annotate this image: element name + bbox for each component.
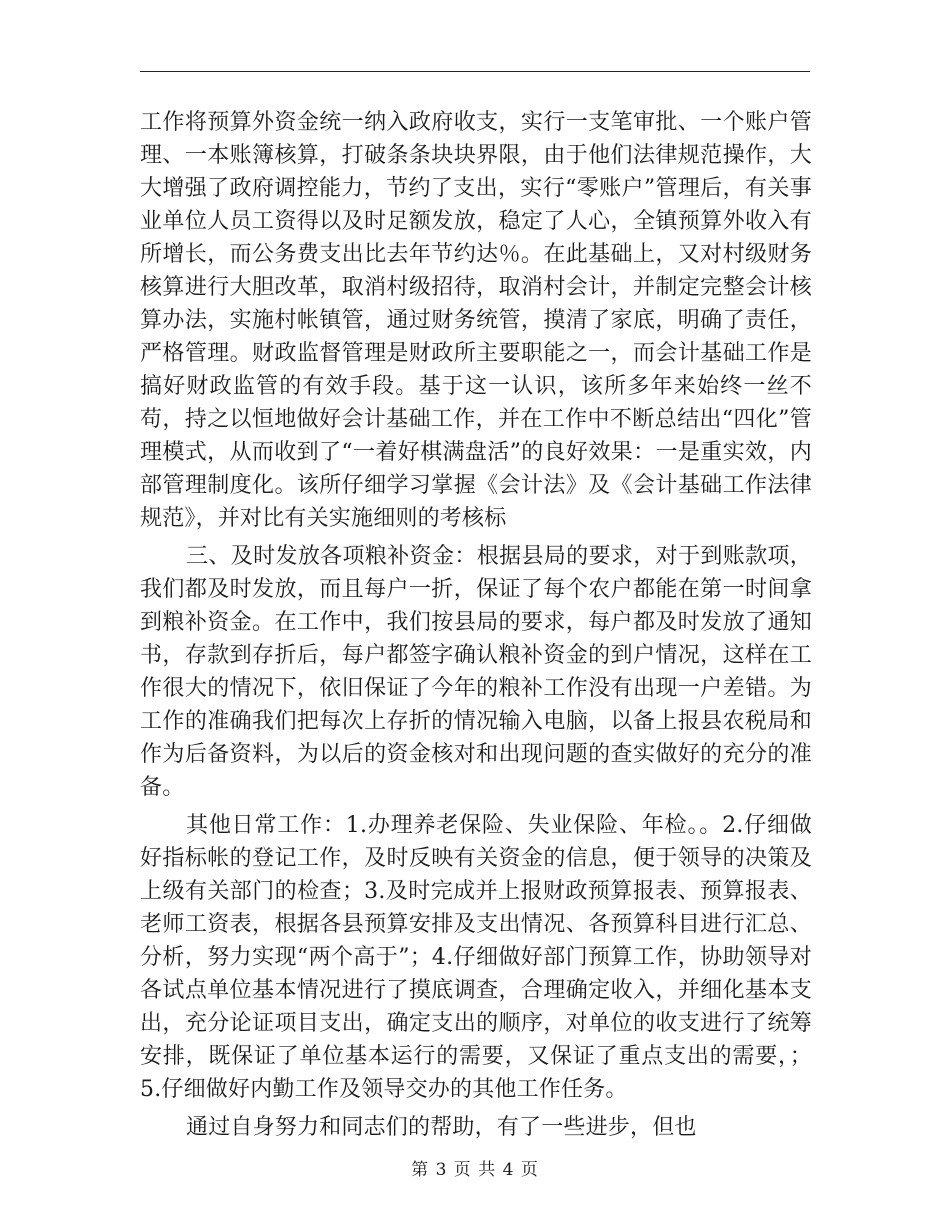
document-body — [140, 106, 812, 1144]
paragraph-2: 三、及时发放各项粮补资金：根据县局的要求，对于到账款项，我们都及时发放，而且每户一折，保证了每个农户都能在第一时间拿到粮补资金。在工作中，我们按县局的要求，每户都及时发放了通知书，存款到存折后，每户都签字确认粮补资金的到户情况，这样在工作很大的情况下，依旧保证了今年的粮补工作没有出现一户差错。为工作的准确我们把每次上存折的情况输入电脑，以备上报县农税局和作为后备资料，为以后的资金核对和出现问题的查实做好的充分的准备。 — [140, 544, 812, 800]
page-number-label: 第 3 页 共 4 页 — [411, 1160, 539, 1180]
header-rule — [140, 71, 810, 72]
paragraph-1: 工作将预算外资金统一纳入政府收支，实行一支笔审批、一个账户管理、一本账簿核算，打破条条块块界限，由于他们法律规范操作，大大增强了政府调控能力，节约了支出，实行“零账户”管理后，有关事业单位人员工资得以及时足额发放，稳定了人心，全镇预算外收入有所增长，而公务费支出比去年节约达％。在此基础上，又对村级财务核算进行大胆改革，取消村级招待，取消村会计，并制定完整会计核算办法，实施村帐镇管，通过财务统管，摸清了家底，明确了责任，严格管理。财政监督管理是财政所主要职能之一，而会计基础工作是搞好财政监管的有效手段。基于这一认识，该所多年来始终一丝不苟，持之以恒地做好会计基础工作，并在工作中不断总结出“四化”管理模式，从而收到了“一着好棋满盘活”的良好效果：一是重实效，内部管理制度化。该所仔细学习掌握《会计法》及《会计基础工作法律规范》，并对比有关实施细则的考核标 — [140, 110, 812, 531]
paragraph-4: 通过自身努力和同志们的帮助，有了一些进步，但也 — [186, 1115, 697, 1140]
paragraph-3: 其他日常工作：1.办理养老保险、失业保险、年检。。2.仔细做好指标帐的登记工作，及时反映有关资金的信息，便于领导的决策及上级有关部门的检查；3.及时完成并上报财政预算报表、预算报表、老师工资表，根据各县预算安排及支出情况、各预算科目进行汇总、分析，努力实现“两个高于”；4.仔细做好部门预算工作，协助领导对各试点单位基本情况进行了摸底调查，合理确定收入，并细化基本支出，充分论证项目支出，确定支出的顺序，对单位的收支进行了统筹安排，既保证了单位基本运行的需要，又保证了重点支出的需要，；5.仔细做好内勤工作及领导交办的其他工作任务。 — [140, 813, 812, 1102]
page-footer — [0, 1155, 950, 1180]
